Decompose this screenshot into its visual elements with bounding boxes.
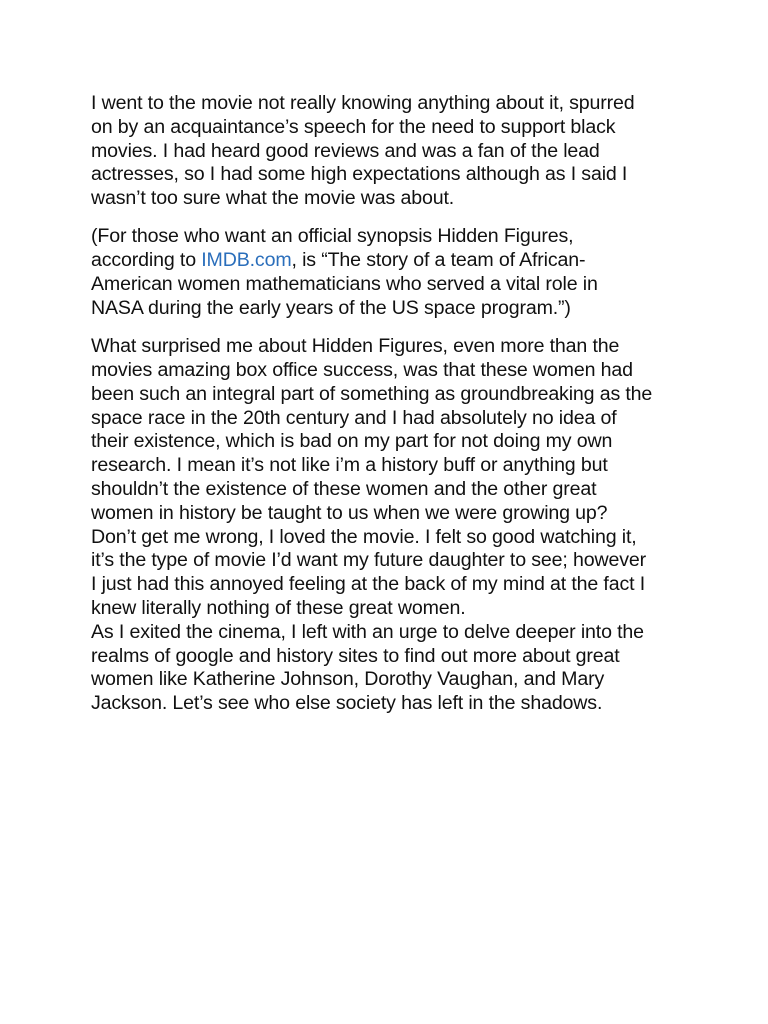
text-segment: according to [91, 249, 202, 272]
text-line: Don’t get me wrong, I loved the movie. I felt so good watching it, [91, 525, 637, 548]
text-line: actresses, so I had some high expectations although as I said I [91, 163, 628, 186]
document-body [91, 92, 691, 716]
text-line: NASA during the early years of the US space program.”) [91, 296, 571, 319]
text-segment: , is “The story of a team of African- [291, 249, 586, 272]
text-line: wasn’t too sure what the movie was about. [91, 187, 455, 210]
text-line: movies. I had heard good reviews and was a fan of the lead [91, 139, 600, 162]
text-line: Jackson. Let’s see who else society has left in the shadows. [91, 692, 603, 715]
text-line: I went to the movie not really knowing anything about it, spurred [91, 92, 635, 114]
imdb-link[interactable]: IMDB.com [201, 249, 292, 272]
text-line: space race in the 20th century and I had absolutely no idea of [91, 406, 617, 429]
text-line: women in history be taught to us when we were growing up? [91, 501, 608, 524]
text-line: (For those who want an official synopsis Hidden Figures, [91, 225, 574, 248]
paragraph-synopsis [91, 225, 691, 320]
paragraph-spacer [91, 211, 691, 226]
text-line: shouldn’t the existence of these women and the other great [91, 477, 597, 500]
text-line [91, 249, 691, 273]
paragraph-spacer [91, 321, 691, 336]
paragraph-intro [91, 92, 691, 211]
text-line: their existence, which is bad on my part for not doing my own [91, 430, 613, 453]
text-line: As I exited the cinema, I left with an urge to delve deeper into the [91, 620, 644, 643]
text-line: on by an acquaintance’s speech for the need to support black [91, 115, 616, 138]
text-line: research. I mean it’s not like i’m a history buff or anything but [91, 454, 608, 477]
text-line: realms of google and history sites to find out more about great [91, 644, 620, 667]
text-line: What surprised me about Hidden Figures, even more than the [91, 335, 620, 358]
text-line: women like Katherine Johnson, Dorothy Vaughan, and Mary [91, 668, 605, 691]
text-line: American women mathematicians who served a vital role in [91, 273, 598, 296]
text-line: I just had this annoyed feeling at the back of my mind at the fact I [91, 573, 645, 596]
text-line: it’s the type of movie I’d want my future daughter to see; however [91, 549, 646, 572]
text-line: been such an integral part of something as groundbreaking as the [91, 382, 653, 405]
paragraph-reflection [91, 335, 691, 716]
text-line: knew literally nothing of these great women. [91, 596, 466, 619]
text-line: movies amazing box office success, was that these women had [91, 358, 633, 381]
